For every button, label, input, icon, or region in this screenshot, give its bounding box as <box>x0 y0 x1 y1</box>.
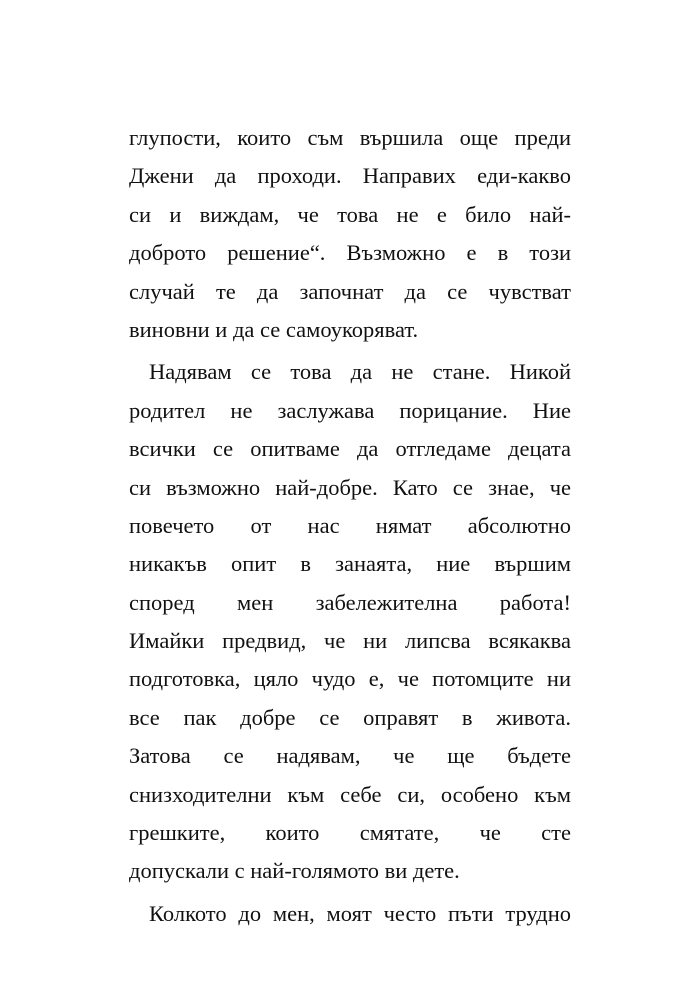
text-line: глупости, които съм вършила още преди <box>129 125 571 150</box>
text-line: Надявам се това да не стане. Никой <box>149 359 571 385</box>
body-text <box>129 119 571 933</box>
text-line: всички се опитваме да отгледаме децата <box>129 436 571 462</box>
text-line: според мен забележителна работа! <box>129 589 571 615</box>
paragraph-3 <box>129 895 571 933</box>
text-line: подготовка, цяло чудо е, че потомците ни <box>129 666 571 692</box>
paragraph-1 <box>129 119 571 349</box>
text-line: Имайки предвид, че ни липсва всякаква <box>129 628 571 654</box>
text-line: никакъв опит в занаята, ние вършим <box>129 551 571 577</box>
text-line: снизходителни към себе си, особено към <box>129 781 571 807</box>
text-line: си възможно най-добре. Като се знае, че <box>129 474 571 500</box>
text-line: все пак добре се оправят в живота. <box>129 704 571 730</box>
text-line: родител не заслужава порицание. Ние <box>129 397 571 423</box>
paragraph-2 <box>129 353 571 890</box>
text-line: грешките, които смятате, че сте <box>129 820 571 846</box>
text-line: допускали с най-голямото ви дете. <box>129 858 460 884</box>
text-line: Затова се надявам, че ще бъдете <box>129 743 571 769</box>
text-line: случай те да започнат да се чувстват <box>129 278 571 304</box>
text-line: си и виждам, че това не е било най- <box>129 201 571 227</box>
text-line: Джени да проходи. Направих еди-какво <box>129 163 571 189</box>
text-line: доброто решение“. Възможно е в този <box>129 240 571 266</box>
text-line: Колкото до мен, моят често пъти трудно <box>149 900 571 926</box>
text-line: виновни и да се самоукоряват. <box>129 316 419 342</box>
text-line: повечето от нас нямат абсолютно <box>129 512 571 538</box>
